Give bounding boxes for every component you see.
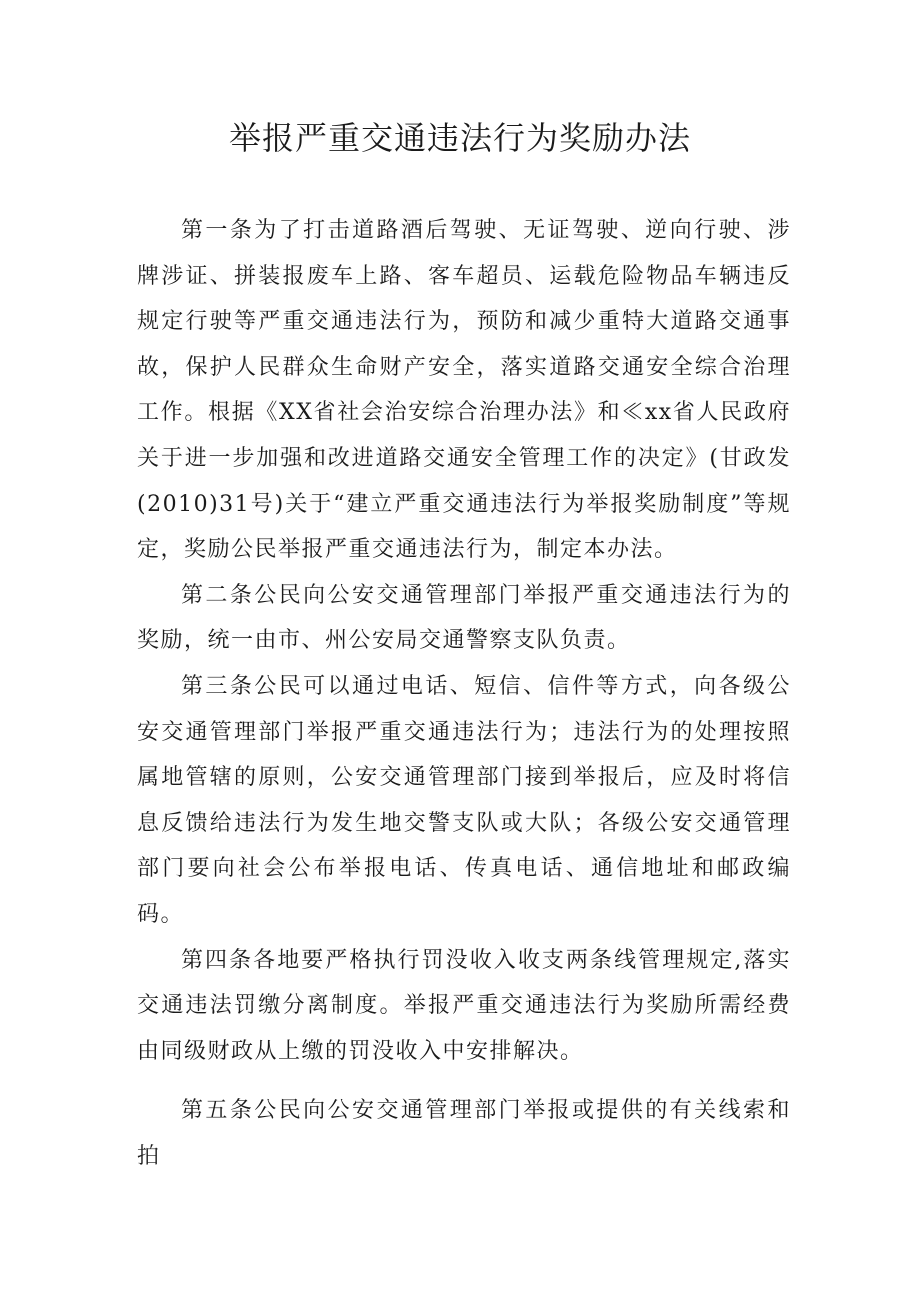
article-3-paragraph: 第三条公民可以通过电话、短信、信件等方式，向各级公安交通管理部门举报严重交通违法行为；违法行为的处理按照属地管辖的原则，公安交通管理部门接到举报后，应及时将信息反馈给违法行为发生地交警支队或大队；各级公安交通管理部门要向社会公布举报电话、传真电话、通信地址和邮政编码。 — [137, 673, 791, 927]
article-4-paragraph: 第四条各地要严格执行罚没收入收支两条线管理规定,落实交通违法罚缴分离制度。举报严重交通违法行为奖励所需经费由同级财政从上缴的罚没收入中安排解决。 — [137, 947, 791, 1064]
article-1-paragraph: 第一条为了打击道路酒后驾驶、无证驾驶、逆向行驶、涉牌涉证、拼装报废车上路、客车超员、运载危险物品车辆违反规定行驶等严重交通违法行为，预防和减少重特大道路交通事故，保护人民群众生命财产安全，落实道路交通安全综合治理工作。根据《XX省社会治安综合治理办法》和≪xx省人民政府关于进一步加强和改进道路交通安全管理工作的决定》(甘政发(2010)31号)关于“建立严重交通违法行为举报奖励制度”等规定，奖励公民举报严重交通违法行为，制定本办法。 — [137, 218, 791, 563]
article-5-paragraph: 第五条公民向公安交通管理部门举报或提供的有关线索和拍 — [137, 1098, 791, 1169]
article-2-paragraph: 第二条公民向公安交通管理部门举报严重交通违法行为的奖励，统一由市、州公安局交通警察支队负责。 — [137, 582, 791, 654]
document-title: 举报严重交通违法行为奖励办法 — [228, 119, 691, 157]
document-body — [137, 208, 791, 1179]
